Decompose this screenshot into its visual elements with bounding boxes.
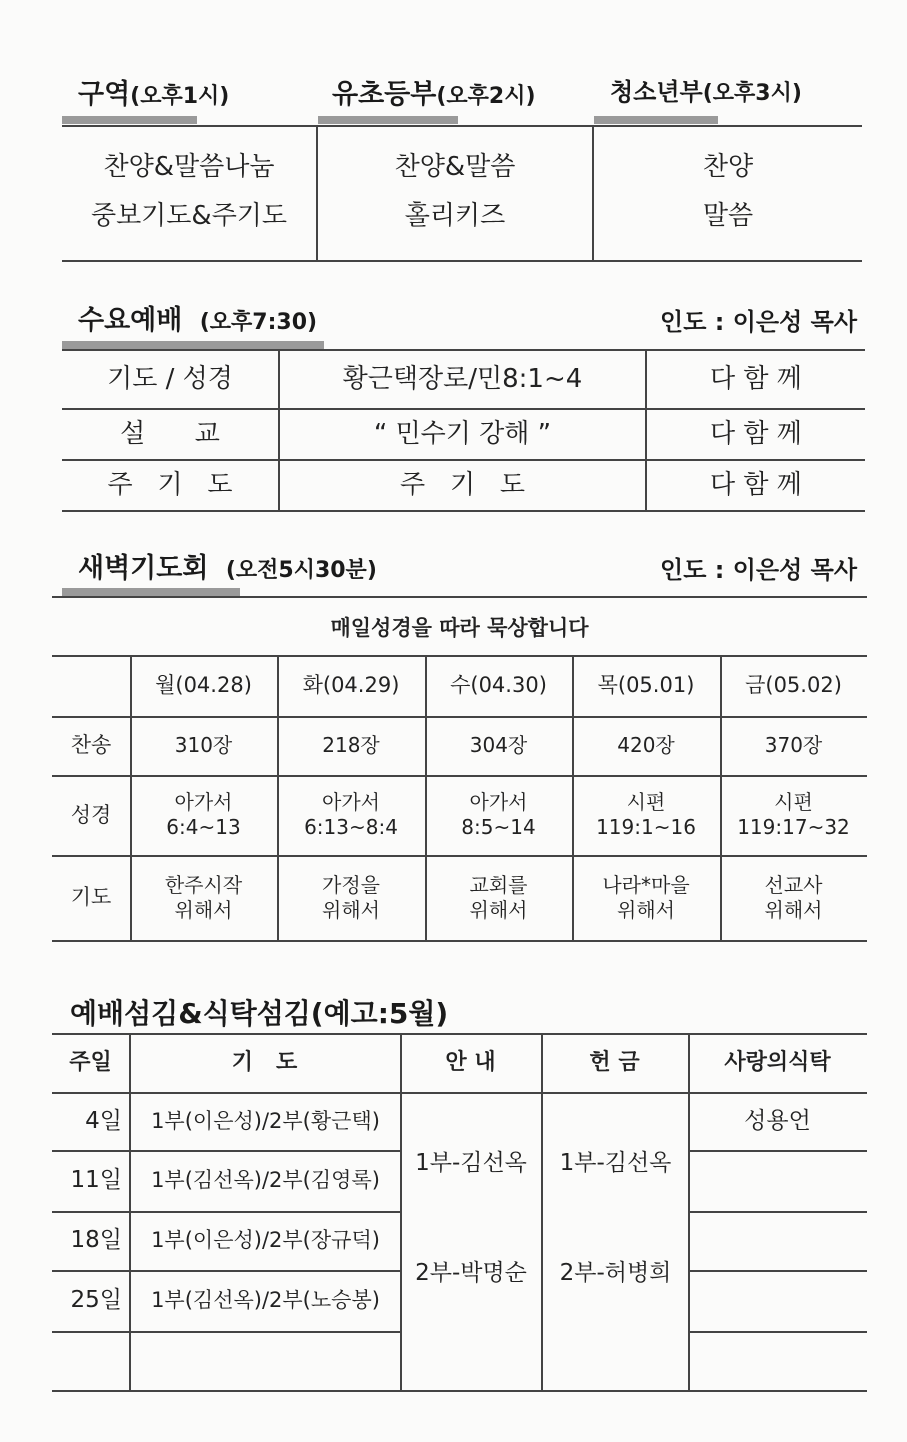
divider [52,596,867,598]
dawn-cell [720,775,867,855]
wednesday-content-3: 주 기 도 [400,469,525,500]
dawn-cell-line: 위해서 [469,897,528,922]
title-underline [318,116,458,124]
dawn-title: 새벽기도회 [78,553,209,584]
service-love-table [688,1331,867,1390]
title-underline [62,341,324,349]
dawn-cell-line: 선교사 [764,872,823,897]
dawn-cell-line: 위해서 [174,897,233,922]
dawn-cell [130,855,277,940]
dawn-cell [425,716,572,775]
youth-line-2: 말씀 [702,200,754,231]
dawn-cell [720,716,867,775]
dawn-row-label: 찬송 [70,733,112,758]
dawn-cell-line: 6:4~13 [166,815,241,839]
wednesday-label-1: 기도 / 성경 [107,363,233,394]
dawn-day-header: 목(05.01) [597,673,695,698]
service-prayer: 1부(김선옥)/2부(노승봉) [151,1288,380,1313]
dawn-cell-line: 420장 [617,733,675,757]
dawn-cell-line: 위해서 [764,897,823,922]
service-prayer [131,1331,400,1390]
service-love-table: 성용언 [744,1107,811,1134]
dawn-cell [277,855,425,940]
dawn-cell-line: 119:1~16 [596,815,696,839]
dawn-time: (오전5시30분) [225,558,377,583]
service-header: 사랑의식탁 [724,1050,831,1076]
wednesday-content-2: “ 민수기 강해 ” [373,418,552,449]
wednesday-label-2: 설 교 [120,418,220,449]
dawn-leader: 인도 : 이은성 목사 [660,556,857,584]
dawn-cell-line: 218장 [322,733,380,757]
service-date: 4일 [85,1107,122,1134]
title-underline [594,116,718,124]
dawn-cell [425,855,572,940]
wednesday-who-1: 다 함 께 [710,363,802,394]
dawn-cell-line: 310장 [174,733,233,757]
section-title-youth [610,72,802,107]
dawn-cell [277,775,425,855]
wednesday-title: 수요예배 [78,305,183,336]
service-offering-2: 2부-허병희 [559,1259,672,1286]
dawn-cell [572,855,720,940]
wednesday-who-2: 다 함 께 [710,418,802,449]
children-line-1: 찬양&말씀 [394,151,516,182]
dawn-cell [130,716,277,775]
children-time: (오후2시) [436,84,536,109]
dawn-cell [130,775,277,855]
service-date: 25일 [70,1287,122,1314]
dawn-cell-line: 시편 [626,790,666,814]
children-title: 유초등부 [332,79,437,110]
dawn-cell [425,775,572,855]
service-header: 기 도 [231,1050,298,1076]
service-love-table [688,1211,867,1270]
dawn-cell [572,716,720,775]
wednesday-leader: 인도 : 이은성 목사 [660,308,857,336]
dawn-cell-line: 위해서 [322,897,380,922]
wednesday-label-3: 주 기 도 [107,469,233,500]
service-date: 11일 [70,1167,122,1194]
service-date [52,1331,122,1390]
dawn-cell [720,855,867,940]
title-underline [62,588,240,596]
service-prayer: 1부(이은성)/2부(황근택) [151,1108,380,1133]
dawn-cell-line: 아가서 [322,790,380,814]
dawn-cell-line: 위해서 [617,897,675,922]
dawn-title-row [78,546,377,585]
district-line-2: 중보기도&주기도 [90,200,288,231]
dawn-day-header: 금(05.02) [745,673,842,698]
service-prayer: 1부(이은성)/2부(장규덕) [151,1228,380,1253]
dawn-cell-line: 119:17~32 [737,815,850,839]
district-time: (오후1시) [130,84,230,109]
wednesday-title-row [78,298,317,337]
service-header: 주일 [69,1050,112,1076]
youth-title: 청소년부 [610,78,703,106]
dawn-row-label: 성경 [70,802,112,827]
divider [62,125,862,127]
service-guide-2: 2부-박명순 [415,1259,527,1286]
divider [62,510,865,512]
dawn-cell-line: 8:5~14 [461,815,536,839]
dawn-day-header: 월(04.28) [155,673,252,698]
dawn-cell-line: 6:13~8:4 [304,815,398,839]
table-line [52,940,867,942]
dawn-day-header: 수(04.30) [450,673,547,698]
dawn-cell-line: 가정을 [322,872,380,897]
youth-time: (오후3시) [702,81,802,106]
dawn-cell [572,775,720,855]
wednesday-who-3: 다 함 께 [710,469,802,500]
dawn-cell-line: 한주시작 [164,872,243,897]
service-offering-1: 1부-김선옥 [559,1149,672,1176]
dawn-cell-line: 교회를 [469,872,528,897]
service-header: 안 내 [445,1050,496,1076]
dawn-cell-line: 나라*마을 [602,872,690,897]
divider [62,260,862,262]
service-guide-1: 1부-김선옥 [415,1149,527,1176]
service-title: 예배섬김&식탁섬김(예고:5월) [70,997,449,1030]
dawn-row-label: 기도 [70,885,112,910]
service-love-table [688,1150,867,1211]
service-love-table [688,1270,867,1331]
service-date: 18일 [70,1227,122,1254]
dawn-cell [277,716,425,775]
dawn-cell-line: 304장 [469,733,528,757]
title-underline [62,116,197,124]
table-line [52,1390,867,1392]
service-prayer: 1부(김선옥)/2부(김영록) [151,1168,380,1193]
dawn-cell-line: 370장 [764,733,823,757]
divider [62,349,865,351]
dawn-cell-line: 아가서 [174,790,233,814]
district-line-1: 찬양&말씀나눔 [103,151,275,182]
children-line-2: 홀리키즈 [404,200,506,231]
wednesday-time: (오후7:30) [199,310,318,335]
service-header: 헌 금 [589,1050,640,1076]
dawn-cell-line: 아가서 [469,790,528,814]
district-title: 구역 [78,79,131,110]
wednesday-content-1: 황근택장로/민8:1~4 [342,363,583,394]
section-title-district [78,72,229,111]
dawn-day-header: 화(04.29) [302,673,400,698]
dawn-cell-line: 시편 [774,790,813,814]
section-title-children [332,72,536,111]
youth-line-1: 찬양 [702,151,754,182]
dawn-subtitle: 매일성경을 따라 묵상합니다 [330,615,589,640]
